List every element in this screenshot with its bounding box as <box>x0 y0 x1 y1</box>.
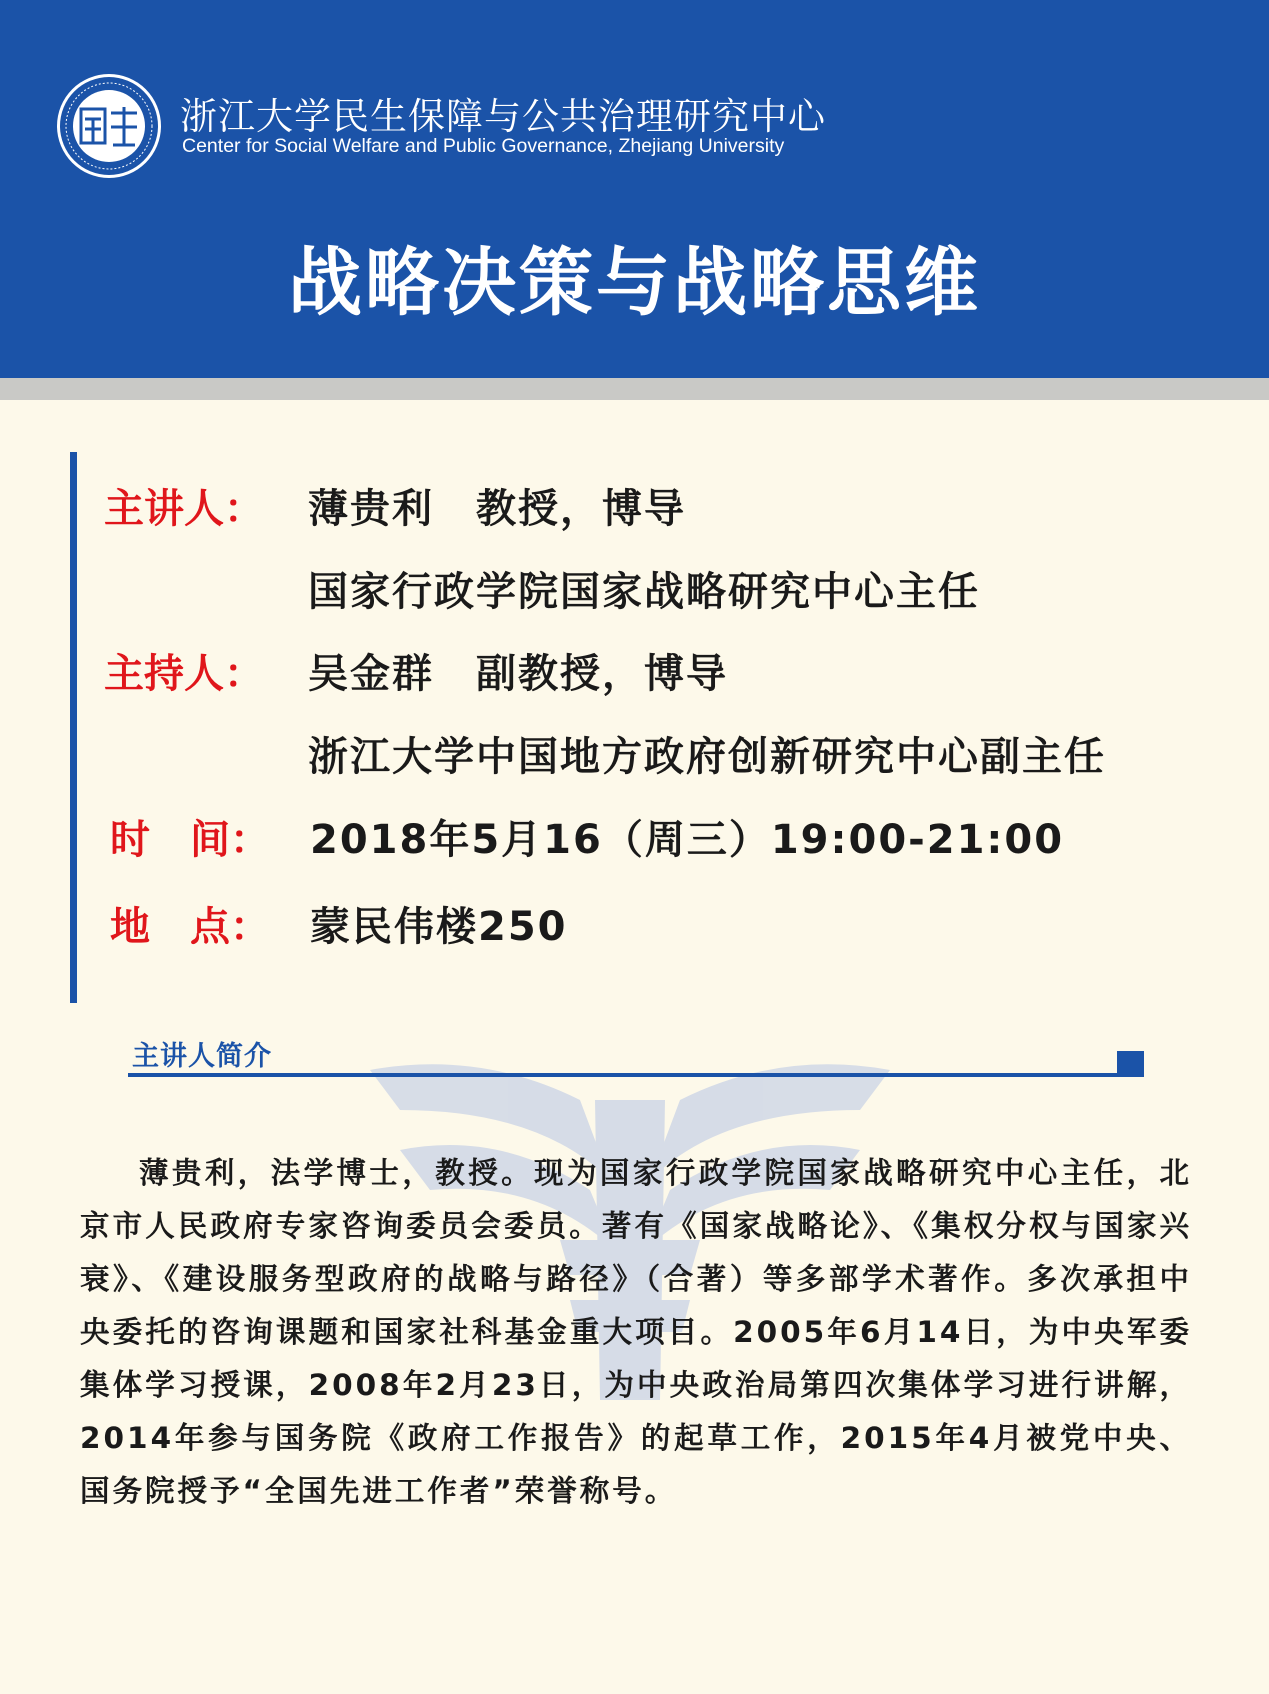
bio-heading-underline <box>128 1073 1128 1077</box>
time-value: 2018年5月16（周三）19:00-21:00 <box>310 817 1065 863</box>
host-name-title: 吴金群 副教授，博导 <box>308 651 728 697</box>
host-label: 主持人： <box>104 651 264 697</box>
speaker-name-title: 薄贵利 教授，博导 <box>308 486 686 532</box>
info-accent-bar <box>70 452 77 1003</box>
header-divider-strip <box>0 378 1269 400</box>
place-label: 地 点： <box>110 904 270 950</box>
place-value: 蒙民伟楼250 <box>310 904 568 950</box>
page-title: 战略决策与战略思维 <box>288 240 981 326</box>
bio-heading-square <box>1117 1051 1144 1077</box>
speaker-bio-paragraph: 薄贵利，法学博士，教授。现为国家行政学院国家战略研究中心主任，北京市人民政府专家咨询委员会委员。著有《国家战略论》、《集权分权与国家兴衰》、《建设服务型政府的战略与路径》（合著）等多部学术著作。多次承担中央委托的咨询课题和国家社科基金重大项目。2005年6月14日，为中央军委集体学习授课，2008年2月23日，为中央政治局第四次集体学习进行讲解，2014年参与国务院《政府工作报告》的起草工作，2015年4月被党中央、国务院授予“全国先进工作者”荣誉称号。 <box>80 1156 1192 1508</box>
speaker-position: 国家行政学院国家战略研究中心主任 <box>308 569 980 615</box>
speaker-label: 主讲人： <box>104 486 264 532</box>
org-name-en: Center for Social Welfare and Public Governance, Zhejiang University <box>182 135 785 157</box>
center-seal-logo-icon <box>56 73 162 179</box>
host-position: 浙江大学中国地方政府创新研究中心副主任 <box>308 734 1106 780</box>
bio-section-heading: 主讲人简介 <box>132 1041 272 1072</box>
org-name-cn: 浙江大学民生保障与公共治理研究中心 <box>180 95 826 138</box>
time-label: 时 间： <box>110 817 270 863</box>
